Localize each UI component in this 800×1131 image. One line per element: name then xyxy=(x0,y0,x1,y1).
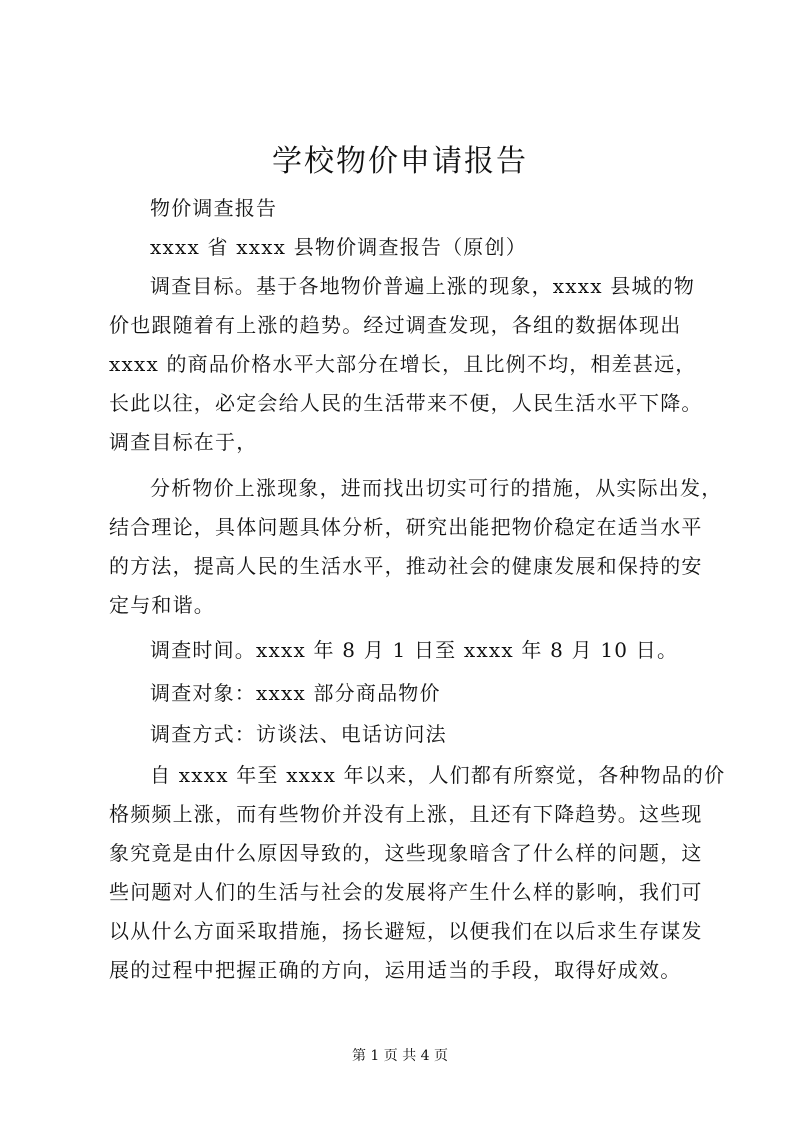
text-line: 结合理论，具体问题具体分析，研究出能把物价稳定在适当水平 xyxy=(109,515,703,539)
text-line: 展的过程中把握正确的方向，运用适当的手段，取得好成效。 xyxy=(109,958,682,982)
text-line: 分析物价上涨现象，进而找出切实可行的措施，从实际出发， xyxy=(150,476,723,500)
text-line: 自 xxxx 年至 xxxx 年以来，人们都有所察觉，各种物品的价 xyxy=(150,763,726,787)
page-number: 第 1 页 共 4 页 xyxy=(351,1048,449,1064)
text-line: 象究竟是由什么原因导致的，这些现象暗含了什么样的问题，这 xyxy=(109,841,703,865)
text-line: 调查方式：访谈法、电话访问法 xyxy=(150,722,447,746)
text-line: xxxx 的商品价格水平大部分在增长，且比例不均，相差甚远， xyxy=(109,352,697,376)
text-line: 的方法，提高人民的生活水平，推动社会的健康发展和保持的安 xyxy=(109,554,703,578)
text-line: xxxx 省 xxxx 县物价调查报告（原创） xyxy=(150,235,527,259)
text-line: 调查目标在于， xyxy=(109,430,258,454)
text-line: 定与和谐。 xyxy=(109,593,215,617)
text-line: 格频频上涨，而有些物价并没有上涨，且还有下降趋势。这些现 xyxy=(109,802,703,826)
text-line: 调查时间。xxxx 年 8 月 1 日至 xxxx 年 8 月 10 日。 xyxy=(150,638,679,662)
text-line: 以从什么方面采取措施，扬长避短，以便我们在以后求生存谋发 xyxy=(109,919,703,943)
text-line: 些问题对人们的生活与社会的发展将产生什么样的影响，我们可 xyxy=(109,880,703,904)
document-title: 学校物价申请报告 xyxy=(272,144,528,179)
text-line: 长此以往，必定会给人民的生活带来不便，人民生活水平下降。 xyxy=(109,391,703,415)
text-line: 调查目标。基于各地物价普遍上涨的现象，xxxx 县城的物 xyxy=(150,274,696,298)
text-line: 价也跟随着有上涨的趋势。经过调查发现，各组的数据体现出 xyxy=(109,313,682,337)
text-line: 物价调查报告 xyxy=(150,196,278,220)
text-line: 调查对象：xxxx 部分商品物价 xyxy=(150,681,441,705)
